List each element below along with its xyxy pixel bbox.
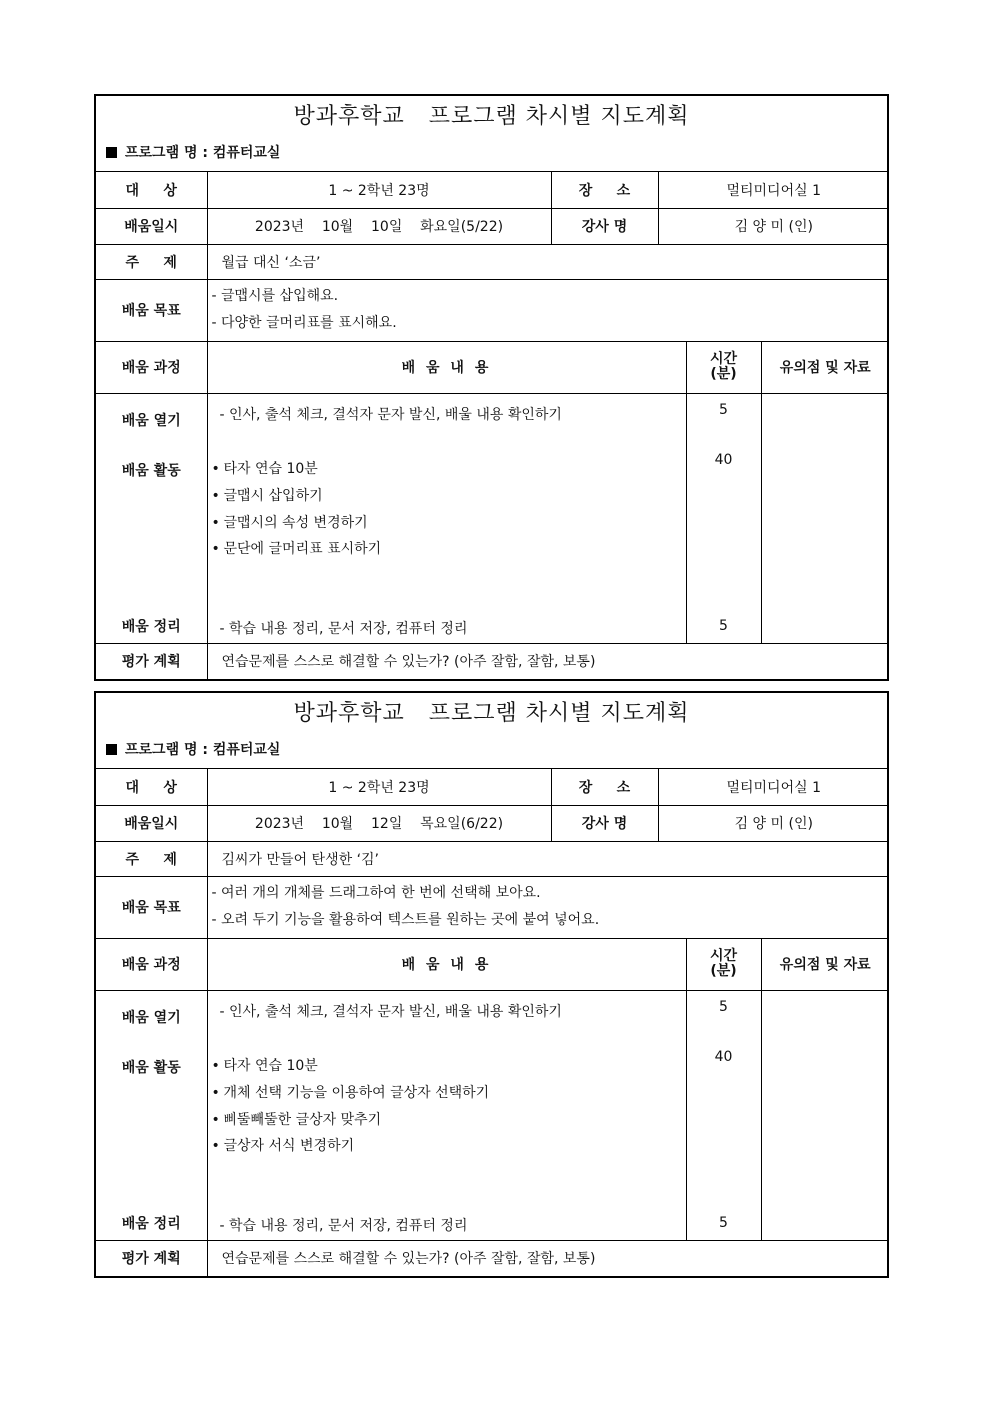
bullet-dot-icon: • xyxy=(211,1137,220,1154)
plan-title-right: 프로그램 차시별 지도계획 xyxy=(428,701,690,726)
bullet-dot-icon: • xyxy=(211,1084,220,1101)
time-label-bottom: (분) xyxy=(710,963,737,979)
program-name-row xyxy=(96,735,887,769)
time-label-bottom: (분) xyxy=(710,366,737,382)
open-content: - 인사, 출석 체크, 결석자 문자 발신, 배울 내용 확인하기 xyxy=(219,406,562,423)
bullet-dot-icon: • xyxy=(211,460,220,477)
time-label-top: 시간 xyxy=(709,351,738,367)
date-value: 2023년 10월 12일 목요일(6/22) xyxy=(207,805,551,841)
activity-item: • 타자 연습 10분 xyxy=(211,460,318,477)
date-label: 배움일시 xyxy=(96,208,207,244)
plan-table xyxy=(96,172,889,679)
close-content: - 학습 내용 정리, 문서 저장, 컴퓨터 정리 xyxy=(219,620,468,637)
activity-item: • 타자 연습 10분 xyxy=(211,1057,318,1074)
close-content: - 학습 내용 정리, 문서 저장, 컴퓨터 정리 xyxy=(219,1217,468,1234)
content-cell xyxy=(207,393,686,643)
notes-cell xyxy=(761,393,889,643)
step-close: 배움 정리 xyxy=(121,1215,181,1232)
activity-item: • 글맵시 삽입하기 xyxy=(211,487,323,504)
eval-value: 연습문제를 스스로 해결할 수 있는가? (아주 잘함, 잘함, 보통) xyxy=(207,1240,889,1276)
time-label xyxy=(686,938,761,990)
time-label xyxy=(686,341,761,393)
plan-title xyxy=(96,96,887,138)
activity-item: • 문단에 글머리표 표시하기 xyxy=(211,540,382,557)
step-close: 배움 정리 xyxy=(121,618,181,635)
topic-label: 주 제 xyxy=(96,244,207,279)
time-label-top: 시간 xyxy=(709,948,738,964)
time-open: 5 xyxy=(719,401,728,418)
lesson-plan-1 xyxy=(94,94,889,681)
target-value: 1 ~ 2학년 23명 xyxy=(207,172,551,208)
topic-value: 월급 대신 ‘소금’ xyxy=(207,244,889,279)
goal-label: 배움 목표 xyxy=(96,876,207,938)
lesson-plan-2 xyxy=(94,691,889,1278)
activity-item: • 삐뚤빼뚤한 글상자 맞추기 xyxy=(211,1111,382,1128)
instructor-value: 김 양 미 (인) xyxy=(658,208,889,244)
plan-title-left: 방과후학교 xyxy=(293,701,405,726)
program-name: 프로그램 명 : 컴퓨터교실 xyxy=(125,145,281,161)
plan-title xyxy=(96,693,887,735)
place-label: 장 소 xyxy=(551,769,658,805)
eval-label: 평가 계획 xyxy=(96,643,207,679)
date-label: 배움일시 xyxy=(96,805,207,841)
activity-item: • 글맵시의 속성 변경하기 xyxy=(211,514,368,531)
goal-line: - 글맵시를 삽입해요. xyxy=(211,288,339,304)
step-open: 배움 열기 xyxy=(121,1009,181,1026)
notes-label: 유의점 및 자료 xyxy=(761,341,889,393)
plan-title-left: 방과후학교 xyxy=(293,104,405,129)
program-name-row xyxy=(96,138,887,172)
bullet-dot-icon: • xyxy=(211,514,220,531)
place-value: 멀티미디어실 1 xyxy=(658,769,889,805)
steps-cell xyxy=(96,393,207,643)
instructor-value: 김 양 미 (인) xyxy=(658,805,889,841)
eval-label: 평가 계획 xyxy=(96,1240,207,1276)
open-content: - 인사, 출석 체크, 결석자 문자 발신, 배울 내용 확인하기 xyxy=(219,1003,562,1020)
eval-value: 연습문제를 스스로 해결할 수 있는가? (아주 잘함, 잘함, 보통) xyxy=(207,643,889,679)
content-label: 배 움 내 용 xyxy=(207,341,686,393)
step-activity: 배움 활동 xyxy=(121,462,181,479)
time-cell xyxy=(686,990,761,1240)
instructor-label: 강사 명 xyxy=(551,208,658,244)
goal-line: - 오려 두기 기능을 활용하여 텍스트를 원하는 곳에 붙여 넣어요. xyxy=(211,912,600,928)
place-label: 장 소 xyxy=(551,172,658,208)
time-cell xyxy=(686,393,761,643)
step-activity: 배움 활동 xyxy=(121,1059,181,1076)
time-activity: 40 xyxy=(714,1048,733,1065)
goal-label: 배움 목표 xyxy=(96,279,207,341)
instructor-label: 강사 명 xyxy=(551,805,658,841)
place-value: 멀티미디어실 1 xyxy=(658,172,889,208)
time-activity: 40 xyxy=(714,451,733,468)
goal-line: - 여러 개의 개체를 드래그하여 한 번에 선택해 보아요. xyxy=(211,885,541,901)
steps-cell xyxy=(96,990,207,1240)
target-label: 대 상 xyxy=(96,769,207,805)
program-name: 프로그램 명 : 컴퓨터교실 xyxy=(125,742,281,758)
bullet-dot-icon: • xyxy=(211,1111,220,1128)
content-cell xyxy=(207,990,686,1240)
goal-line: - 다양한 글머리표를 표시해요. xyxy=(211,315,397,331)
topic-value: 김씨가 만들어 탄생한 ‘김’ xyxy=(207,841,889,876)
time-open: 5 xyxy=(719,998,728,1015)
notes-label: 유의점 및 자료 xyxy=(761,938,889,990)
bullet-dot-icon: • xyxy=(211,540,220,557)
goal-cell xyxy=(207,279,889,341)
plan-table xyxy=(96,769,889,1276)
notes-cell xyxy=(761,990,889,1240)
time-close: 5 xyxy=(719,1214,728,1231)
date-value: 2023년 10월 10일 화요일(5/22) xyxy=(207,208,551,244)
goal-cell xyxy=(207,876,889,938)
topic-label: 주 제 xyxy=(96,841,207,876)
process-label: 배움 과정 xyxy=(96,938,207,990)
square-bullet-icon xyxy=(106,744,117,755)
activity-item: • 개체 선택 기능을 이용하여 글상자 선택하기 xyxy=(211,1084,490,1101)
step-open: 배움 열기 xyxy=(121,412,181,429)
target-value: 1 ~ 2학년 23명 xyxy=(207,769,551,805)
bullet-dot-icon: • xyxy=(211,1057,220,1074)
time-close: 5 xyxy=(719,617,728,634)
square-bullet-icon xyxy=(106,147,117,158)
bullet-dot-icon: • xyxy=(211,487,220,504)
activity-item: • 글상자 서식 변경하기 xyxy=(211,1137,355,1154)
plan-title-right: 프로그램 차시별 지도계획 xyxy=(428,104,690,129)
content-label: 배 움 내 용 xyxy=(207,938,686,990)
process-label: 배움 과정 xyxy=(96,341,207,393)
target-label: 대 상 xyxy=(96,172,207,208)
